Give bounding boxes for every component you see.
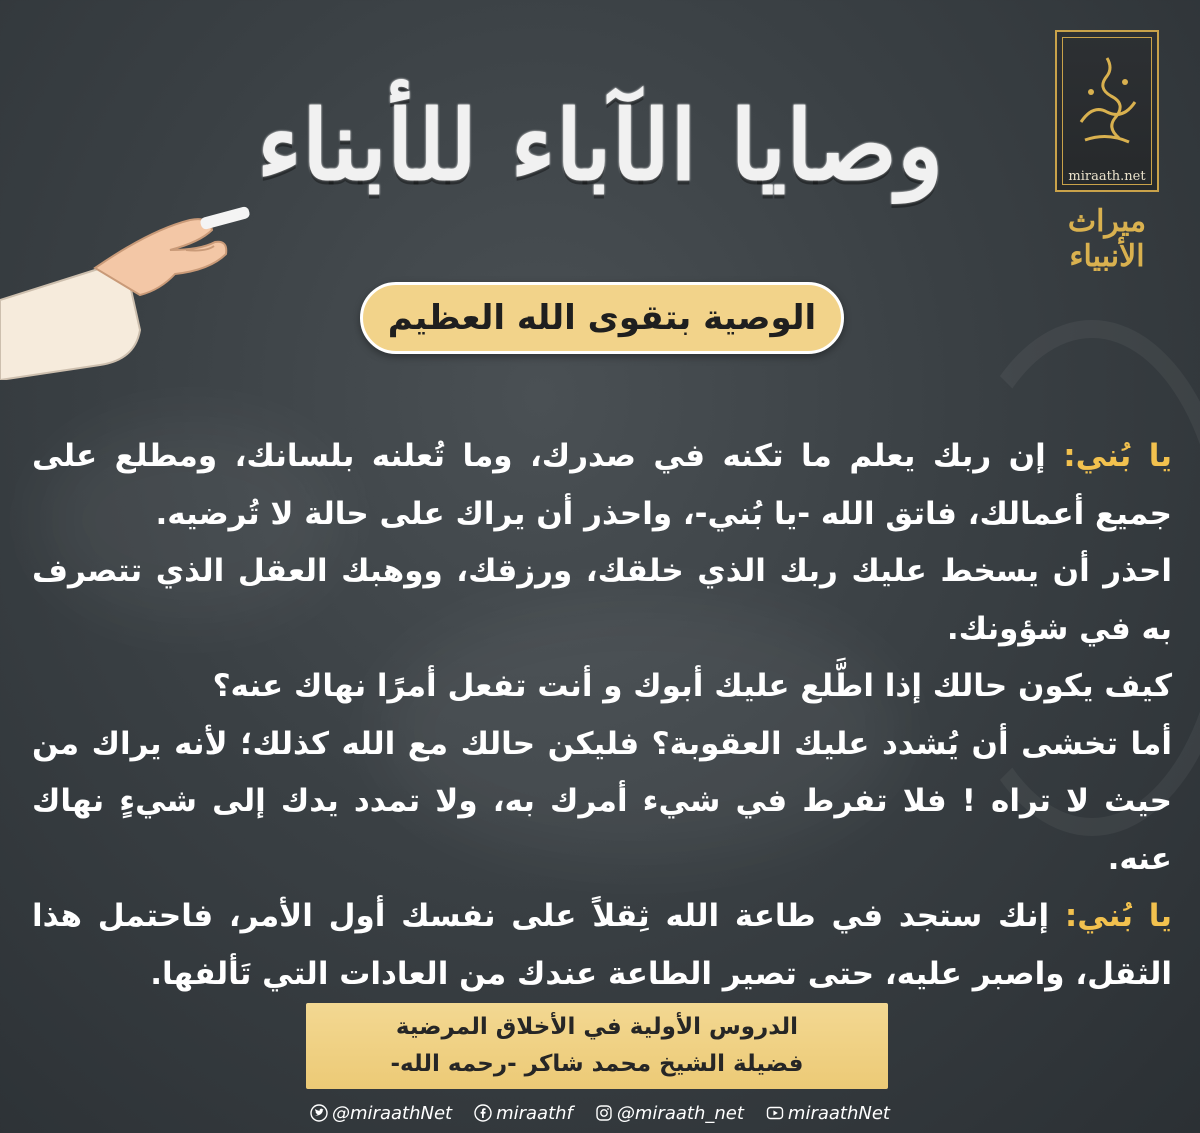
subtitle-text: الوصية بتقوى الله العظيم	[387, 298, 817, 338]
paragraph-lead: يا بُني:	[1063, 438, 1173, 474]
logo-name: ميراث الأنبياء	[1067, 204, 1147, 274]
facebook-icon	[474, 1104, 492, 1122]
advice-body	[32, 428, 1172, 1003]
paragraph	[32, 716, 1172, 889]
subtitle-pill	[360, 282, 844, 354]
paragraph	[32, 888, 1172, 1003]
social-handle: miraathf	[496, 1102, 573, 1124]
logo-url: miraath.net	[1068, 169, 1146, 184]
social-instagram[interactable]	[595, 1103, 744, 1124]
social-youtube[interactable]	[766, 1103, 890, 1124]
paragraph	[32, 658, 1172, 716]
paragraph-text: إن ربك يعلم ما تكنه في صدرك، وما تُعلنه بلسانك، ومطلع على جميع أعمالك، فاتق الله -يا بُني-، واحذر أن يراك على حالة لا تُرضيه.	[32, 438, 1172, 532]
paragraph-text: أما تخشى أن يُشدد عليك العقوبة؟ فليكن حالك مع الله كذلك؛ لأنه يراك من حيث لا تراه ! فلا تفرط في شيء أمرك به، ولا تمدد يدك إلى شيءٍ نهاك عنه.	[32, 725, 1172, 877]
social-facebook[interactable]	[474, 1103, 573, 1124]
twitter-icon	[310, 1104, 328, 1122]
paragraph	[32, 428, 1172, 543]
paragraph-text: إنك ستجد في طاعة الله ثِقلاً على نفسك أول الأمر، فاحتمل هذا الثقل، واصبر عليه، حتى تصير الطاعة عندك من العادات التي تَألفها.	[32, 898, 1172, 992]
source-author: فضيلة الشيخ محمد شاكر -رحمه الله-	[390, 1051, 804, 1077]
social-handle: @miraathNet	[332, 1102, 453, 1124]
instagram-icon	[595, 1104, 613, 1122]
paragraph-text: احذر أن يسخط عليك ربك الذي خلقك، ورزقك، ووهبك العقل الذي تتصرف به في شؤونك.	[32, 553, 1172, 647]
paragraph-text: كيف يكون حالك إذا اطَّلع عليك أبوك و أنت تفعل أمرًا نهاك عنه؟	[212, 668, 1172, 704]
logo-frame	[1055, 30, 1159, 192]
social-handle: @miraath_net	[616, 1102, 744, 1124]
youtube-icon	[766, 1104, 784, 1122]
paragraph-lead: يا بُني:	[1064, 898, 1172, 934]
social-links	[280, 1096, 920, 1130]
logo	[1040, 30, 1174, 274]
page-title: وصايا الآباء للأبناء	[256, 88, 944, 202]
source-book: الدروس الأولية في الأخلاق المرضية	[395, 1014, 799, 1040]
source-citation	[306, 1003, 888, 1089]
social-handle: miraathNet	[787, 1102, 890, 1124]
paragraph	[32, 543, 1172, 658]
calligraphy-emblem-icon	[1067, 52, 1147, 152]
social-twitter[interactable]	[310, 1103, 452, 1124]
